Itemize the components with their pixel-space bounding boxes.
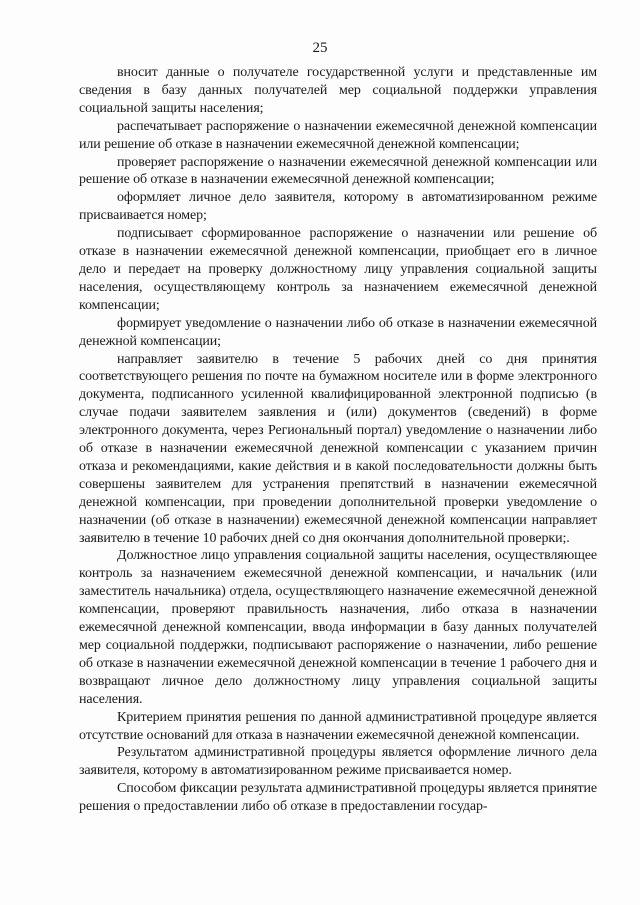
paragraph-sign-order: подписывает сформированное распоряжение о назначении или решение об отказе в назначении ежемесячной денежной компенсации, приобщает его в личное дело и передает на проверку должностному лицу управления социальной защиты населения, осуществляющему контроль за назначением ежемесячной денежной компенсации; <box>79 226 597 313</box>
paragraph-personal-file: оформляет личное дело заявителя, которому в автоматизированном режиме присваивается номер; <box>79 190 597 224</box>
paragraph-send-notice: направляет заявителю в течение 5 рабочих дней со дня принятия соответствующего решения по почте на бумажном носителе или в форме электронного документа, подписанного усиленной квалифицированной электронной подписью (в случае подачи заявителем заявления и (или) документов (сведений) в форме электронного документа, через Региональный портал) уведомление о назначении либо об отказе в назначении ежемесячной денежной компенсации с указанием причин отказа и рекомендациями, какие действия и в какой последовательности должны быть совершены заявителем для устранения препятствий в назначении ежемесячной денежной компенсации, при проведении дополнительной проверки уведомление о назначении (об отказе в назначении) ежемесячной денежной компенсации направляет заявителю в течение 10 рабочих дней со дня окончания дополнительной проверки;. <box>79 351 597 546</box>
document-body <box>79 64 597 816</box>
paragraph-check-order: проверяет распоряжение о назначении ежемесячной денежной компенсации или решение об отказе в назначении ежемесячной денежной компенсации; <box>79 154 597 188</box>
paragraph-official-control: Должностное лицо управления социальной защиты населения, осуществляющее контроль за назначением ежемесячной денежной компенсации, и начальник (или заместитель начальника) отдела, осуществляющего назначение ежемесячной денежной компенсации, проверяют правильность назначения, либо отказа в назначении ежемесячной денежной компенсации, ввода информации в базу данных получателей мер социальной поддержки, подписывают распоряжение о назначении, либо решение об отказе в назначении ежемесячной денежной компенсации в течение 1 рабочего дня и возвращают личное дело должностному лицу управления социальной защиты населения. <box>79 548 597 707</box>
paragraph-decision-criterion: Критерием принятия решения по данной административной процедуре является отсутствие оснований для отказа в назначении ежемесячной денежной компенсации. <box>79 709 597 743</box>
page-number: 25 <box>312 40 328 56</box>
paragraph-form-notice: формирует уведомление о назначении либо об отказе в назначении ежемесячной денежной компенсации; <box>79 315 597 349</box>
paragraph-print-order: распечатывает распоряжение о назначении ежемесячной денежной компенсации или решение об отказе в назначении ежемесячной денежной компенсации; <box>79 118 597 152</box>
paragraph-procedure-result: Результатом административной процедуры является оформление личного дела заявителя, которому в автоматизированном режиме присваивается номер. <box>79 745 597 779</box>
paragraph-enter-data: вносит данные о получателе государственной услуги и представленные им сведения в базу данных получателей мер социальной поддержки управления социальной защиты населения; <box>79 65 597 116</box>
paragraph-fixation-method: Способом фиксации результата административной процедуры является принятие решения о предоставлении либо об отказе в предоставлении государ- <box>79 781 597 815</box>
